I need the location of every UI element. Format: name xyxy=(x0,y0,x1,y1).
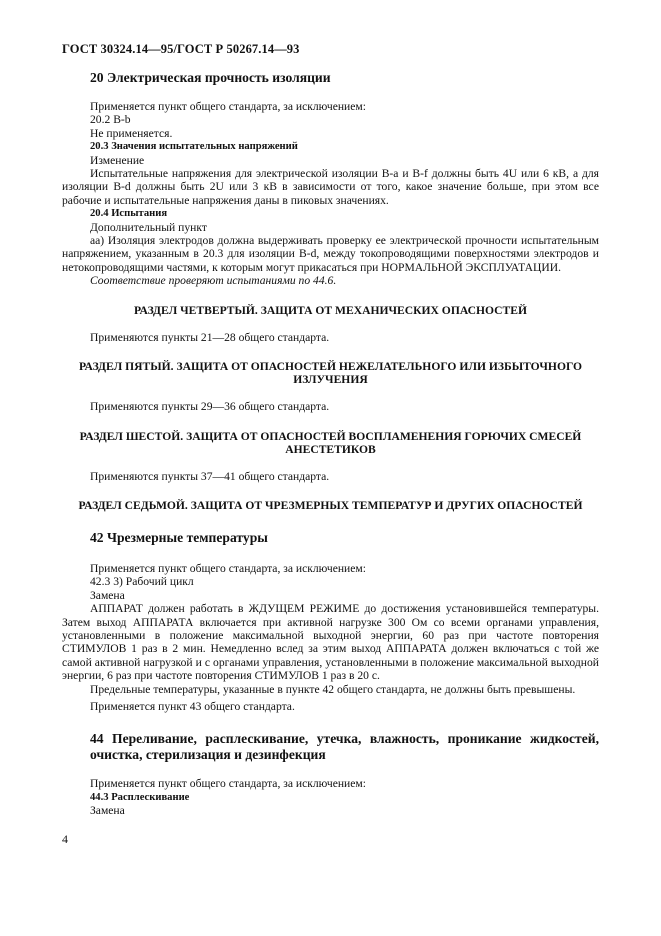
section-20-title: 20 Электрическая прочность изоляции xyxy=(90,70,331,85)
s42-para-3: Применяется пункт 43 общего стандарта. xyxy=(90,699,295,713)
s42-line-3: Замена xyxy=(90,588,125,602)
document-header: ГОСТ 30324.14—95/ГОСТ Р 50267.14—93 xyxy=(62,42,300,56)
part-6-title: РАЗДЕЛ ШЕСТОЙ. ЗАЩИТА ОТ ОПАСНОСТЕЙ ВОСПЛАМЕНЕНИЯ ГОРЮЧИХ СМЕСЕЙ АНЕСТЕТИКОВ xyxy=(79,429,582,456)
part-4-title: РАЗДЕЛ ЧЕТВЕРТЫЙ. ЗАЩИТА ОТ МЕХАНИЧЕСКИХ ОПАСНОСТЕЙ xyxy=(133,303,528,317)
subsection-20-4-title: 20.4 Испытания xyxy=(90,208,168,220)
section-42-title: 42 Чрезмерные температуры xyxy=(90,529,268,545)
page-content xyxy=(62,70,599,818)
s20-line-2: 20.2 B-b xyxy=(90,113,131,127)
s42-para-1: АППАРАТ должен работать в ЖДУЩЕМ РЕЖИМЕ до достижения установившейся температуры. Затем выход АППАРАТА включается при активной нагрузке 300 Ом со всеми органами управления, установленными в положение максимальной выходной энергии, 60 раз при частоте повторения СТИМУЛОВ 1 раз в 2 мин. Немедленно вслед за этим выход АППАРАТА должен включаться с той же самой активной нагрузкой и с органами управления, установленными в положение максимальной выходной энергии, 6 раз при частоте повторения СТИМУЛОВ 1 раз в 20 с. xyxy=(62,602,599,683)
page-number: 4 xyxy=(62,832,68,846)
part-5-text: Применяются пункты 29—36 общего стандарта. xyxy=(90,400,330,414)
section-44-title: 44 Переливание, расплескивание, утечка, влажность, проникание жидкостей, очистка, стерилизация и дезинфекция xyxy=(90,731,599,763)
subsection-20-3-title: 20.3 Значения испытательных напряжений xyxy=(90,141,298,153)
s20-line-3: Не применяется. xyxy=(90,126,173,140)
s42-line-1: Применяется пункт общего стандарта, за исключением: xyxy=(90,561,366,575)
s20-line-5: Дополнительный пункт xyxy=(90,220,207,234)
part-7-title: РАЗДЕЛ СЕДЬМОЙ. ЗАЩИТА ОТ ЧРЕЗМЕРНЫХ ТЕМПЕРАТУР И ДРУГИХ ОПАСНОСТЕЙ xyxy=(78,498,583,512)
s20-para-2: aa) Изоляция электродов должна выдерживать проверку ее электрической прочности испытательным напряжением, указанным в 20.3 для изоляции B-d, между токопроводящими поверхностями электродов и нетокопроводящими частями, к которым могут прикасаться при НОРМАЛЬНОЙ ЭКСПЛУАТАЦИИ. xyxy=(62,234,599,274)
s44-line-1: Применяется пункт общего стандарта, за исключением: xyxy=(90,777,366,791)
part-5-title: РАЗДЕЛ ПЯТЫЙ. ЗАЩИТА ОТ ОПАСНОСТЕЙ НЕЖЕЛАТЕЛЬНОГО ИЛИ ИЗБЫТОЧНОГО ИЗЛУЧЕНИЯ xyxy=(78,360,583,387)
s20-line-1: Применяется пункт общего стандарта, за исключением: xyxy=(90,100,366,113)
s44-line-2: Замена xyxy=(90,804,125,818)
s20-para-1: Испытательные напряжения для электрической изоляции B-a и B-f должны быть 4U или 6 кВ, а для изоляции B-d должны быть 2U или 3 кВ в зависимости от того, какое значение больше, при этом все рабочие и испытательные напряжения даны в пиковых значениях. xyxy=(62,167,599,207)
s42-para-2: Предельные температуры, указанные в пункте 42 общего стандарта, не должны быть превышены. xyxy=(90,682,576,696)
part-4-text: Применяются пункты 21—28 общего стандарта. xyxy=(90,330,330,344)
s20-line-4: Изменение xyxy=(90,153,145,167)
s42-line-2: 42.3 3) Рабочий цикл xyxy=(90,575,194,589)
subsection-44-3-title: 44.3 Расплескивание xyxy=(90,791,190,803)
s20-para-3: Соответствие проверяют испытаниями по 44.6. xyxy=(90,274,337,288)
part-6-text: Применяются пункты 37—41 общего стандарта. xyxy=(90,469,330,483)
